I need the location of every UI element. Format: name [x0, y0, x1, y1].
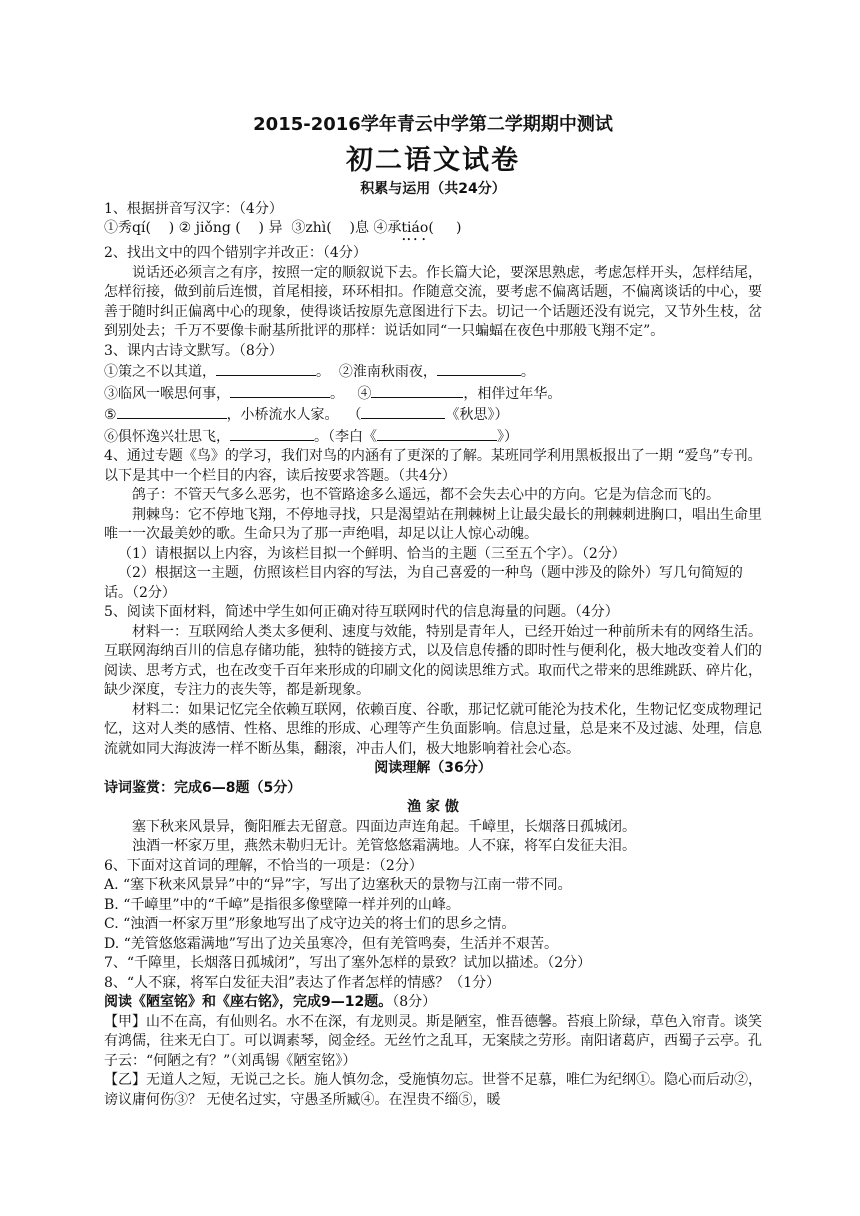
reading-text-jia: 【甲】山不在高，有仙则名。水不在深，有龙则灵。斯是陋室，惟吾德馨。苔痕上阶绿，草色入帘青。谈笑有鸿儒，往来无白丁。可以调素琴，阅金经。无丝竹之乱耳，无案牍之劳形。南阳诸葛庐，西蜀子云亭。孔子云：“何陋之有？”（刘禹锡《陋室铭》） [104, 1013, 762, 1069]
exam-page [104, 112, 762, 1110]
q3-l1c: 。 [520, 364, 535, 380]
q5-material1: 材料一：互联网给人类太多便利、速度与效能，特别是青年人，已经开始过一种前所未有的网络生活。互联网海纳百川的信息存储功能，独特的链接方式，以及信息传播的即时性与便利化，极大地改变着人们的阅读、思考方式，也在改变千百年来形成的印刷文化的阅读思维方式。取而代之带来的思维跳跃、碎片化，缺少深度，专注力的丧失等，都是新现象。 [104, 623, 762, 698]
reading-score: （8分） [392, 994, 437, 1010]
q3-l3c: 《秋思》） [445, 407, 509, 423]
q3-line4 [104, 426, 762, 448]
q3-l2a: ③临风一喉思何事， [104, 385, 230, 402]
answer-blank[interactable] [216, 361, 316, 376]
reading-heading-text: 阅读《陋室铭》和《座右铭》，完成9—12题。 [104, 994, 393, 1010]
q7-stem: 7、“千障里，长烟落日孤城闭”，写出了塞外怎样的景致？试加以描述。（2分） [104, 955, 592, 971]
q5-stem: 5、阅读下面材料，简述中学生如何正确对待互联网时代的信息海量的问题。（4分） [104, 604, 619, 620]
q3-l4b: 。（李白《 [314, 428, 377, 445]
q4-thornbird: 荆棘鸟：它不停地飞翔，不停地寻找，只是渴望站在荆棘树上让最尖最长的荆棘刺进胸口，唱出生命里唯一一次最美妙的歌。生命只为了那一声绝唱，却足以让人惊心动魄。 [104, 506, 762, 542]
q6-stem: 6、下面对这首词的理解，不恰当的一项是：（2分） [104, 857, 423, 874]
poem-title: 渔 家 傲 [407, 799, 459, 815]
poem-heading: 诗词鉴赏：完成6—8题（5分） [104, 779, 302, 796]
q6-option-b: B. “千嶂里”中的“千嶂”是指很多像壁障一样并列的山峰。 [104, 896, 460, 913]
q1-tiao-pinyin: tiáo [401, 220, 429, 236]
q4-sub2: （2）根据这一主题，仿照该栏目内容的写法，为自己喜爱的一种鸟（题中涉及的除外）写几句简短的话。（2分） [104, 565, 743, 601]
q3-l4a: ⑥俱怀逸兴壮思飞， [104, 428, 230, 445]
poem-line2: 浊酒一杯家万里，燕然未勒归无计。羌管悠悠霜满地。人不寐，将军白发征夫泪。 [132, 838, 636, 854]
reading-text-yi: 【乙】无道人之短，无说己之长。施人慎勿念，受施慎勿忘。世誉不足慕，唯仁为纪纲①。隐心而后动②，谤议庸何伤③？ 无使名过实，守愚圣所臧④。在涅贵不缁⑤，暖 [104, 1072, 762, 1108]
q4-pigeon: 鸽子：不管天气多么恶劣，也不管路途多么遥远，都不会失去心中的方向。它是为信念而飞的。 [132, 487, 720, 503]
q3-line1 [104, 361, 762, 383]
q3-l3b: ，小桥流水人家。 （ [226, 407, 362, 423]
q1-items-text: ①秀qí( ) ② jiǒng ( ) 异 ③zhì( )息 ④承 [104, 220, 402, 236]
answer-blank[interactable] [377, 426, 497, 441]
q1-tail: ( ) [428, 220, 462, 236]
reading-heading [104, 993, 762, 1013]
answer-blank[interactable] [230, 383, 330, 398]
answer-blank[interactable] [230, 426, 314, 441]
q3-l1b: 。 ②淮南秋雨夜， [316, 364, 437, 380]
section-heading-2: 阅读理解（36分） [374, 760, 492, 776]
q8-stem: 8、“人不寐，将军白发征夫泪”表达了作者怎样的情感？（1分） [104, 974, 501, 991]
q6-option-a: A. “塞下秋来风景异”中的“异”字，写出了边塞秋天的景物与江南一带不同。 [104, 877, 572, 893]
answer-blank[interactable] [117, 404, 227, 419]
q3-line3 [104, 404, 762, 426]
exam-title: 2015-2016学年青云中学第二学期期中测试 [253, 114, 613, 135]
q2-passage: 说话还必须言之有序，按照一定的顺叙说下去。作长篇大论，要深思熟虑，考虑怎样开头，怎样结尾，怎样衍接，做到前后连惯，首尾相接，环环相扣。作随意交流，要考虑不偏离话题，不偏离谈话的中心，要善于随时纠正偏离中心的现象，使得谈话按原先意图进行下去。切记一个话题还没有说完，又节外生枝，岔到别处去；千万不要像卡耐基所批评的那样：说话如同“一只蝙蝠在夜色中那般飞翔不定”。 [104, 264, 762, 339]
q4-sub1: （1）请根据以上内容，为该栏目拟一个鲜明、恰当的主题（三至五个字）。（2分） [118, 545, 626, 562]
q2-stem: 2、找出文中的四个错别字并改正：（4分） [104, 245, 367, 261]
q3-l1a: ①策之不以其道， [104, 364, 216, 380]
q3-stem: 3、课内古诗文默写。（8分） [104, 342, 283, 359]
q6-option-d: D. “羌管悠悠霜满地”写出了边关虽寒冷，但有羌管鸣奏，生活并不艰苦。 [104, 935, 558, 952]
q4-stem: 4、通过专题《鸟》的学习，我们对鸟的内涵有了更深的了解。某班同学利用黑板报出了一期 “爱鸟”专刊。以下是其中一个栏目的内容，读后按要求答题。（共4分） [104, 448, 762, 484]
answer-blank[interactable] [437, 361, 521, 376]
q3-l2b: 。 ④ [330, 385, 372, 402]
q3-line2 [104, 383, 762, 405]
poem-line1: 塞下秋来风景异，衡阳雁去无留意。四面边声连角起。千嶂里，长烟落日孤城闭。 [132, 818, 636, 835]
q3-l3a: ⑤ [104, 407, 117, 423]
q3-l4c: 》） [497, 428, 518, 445]
q3-l2c: ，相伴过年华。 [463, 385, 562, 402]
answer-blank[interactable] [371, 383, 463, 398]
exam-subtitle: 初二语文试卷 [346, 145, 520, 176]
q1-items [104, 219, 762, 244]
section-heading-1: 积累与运用（共24分） [360, 181, 506, 197]
q6-option-c: C. “浊酒一杯家万里”形象地写出了戍守边关的将士们的思乡之情。 [104, 916, 516, 932]
q1-stem: 1、根据拼音写汉字：（4分） [104, 200, 283, 217]
answer-blank[interactable] [361, 404, 445, 419]
q5-material2: 材料二：如果记忆完全依赖互联网，依赖百度、谷歌，那记忆就可能沦为技术化，生物记忆变成物理记忆，这对人类的感情、性格、思维的形成、心理等产生负面影响。信息过量，总是来不及过滤、处理，信息流就如同大海波涛一样不断丛集，翻滚，冲击人们，极大地影响着社会心态。 [104, 701, 762, 757]
